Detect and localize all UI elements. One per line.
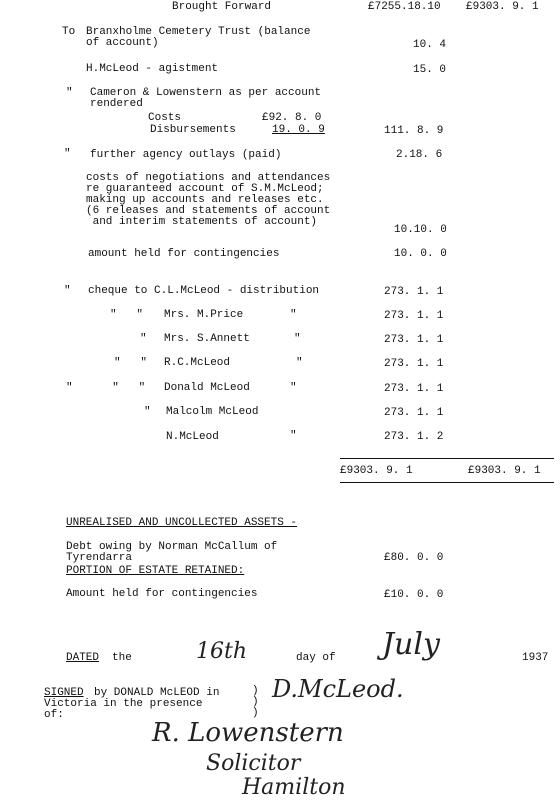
entry-mark-to: To xyxy=(62,26,76,38)
dated-the: the xyxy=(112,652,132,664)
entry-agistment-amount: 15. 0 xyxy=(413,64,447,76)
distribution-row-marks: " " xyxy=(110,309,144,321)
cameron-costs-value: £92. 8. 0 xyxy=(262,112,322,124)
retained-contingencies-text: Amount held for contingencies xyxy=(66,588,258,600)
cameron-disbursements-label: Disbursements xyxy=(150,124,236,136)
entry-agency-text: further agency outlays (paid) xyxy=(90,149,282,161)
distribution-row-name: R.C.McLeod xyxy=(164,357,231,369)
distribution-row-amount: 273. 1. 1 xyxy=(384,383,444,395)
distribution-row-amount: 273. 1. 1 xyxy=(384,358,444,370)
distribution-row-name: Donald McLeod xyxy=(164,382,250,394)
entry-agistment-text: H.McLeod - agistment xyxy=(86,63,219,75)
total-left: £9303. 9. 1 xyxy=(340,465,413,477)
dated-day-handwritten: 16th xyxy=(196,639,248,664)
distribution-row-marks: " xyxy=(144,406,151,418)
totals-rule xyxy=(340,458,554,459)
signed-text-3: of: xyxy=(44,709,64,721)
dated-label: DATED xyxy=(66,652,100,664)
distribution-row-name: Mrs. S.Annett xyxy=(164,333,250,345)
debt-amount: £80. 0. 0 xyxy=(384,552,444,564)
brought-forward-amount-2: £9303. 9. 1 xyxy=(466,1,539,13)
debt-text: Debt owing by Norman McCallum of Tyrendarra xyxy=(66,541,278,564)
signed-text-2: Victoria in the presence xyxy=(44,698,203,710)
brought-forward-amount-1: £7255.18.10 xyxy=(368,1,441,13)
signatory-signature: D.McLeod. xyxy=(272,675,404,703)
distribution-row-amount: 273. 1. 1 xyxy=(384,407,444,419)
signed-text-1: by DONALD McLEOD in xyxy=(94,687,220,699)
witness-role: Solicitor xyxy=(206,751,301,776)
entry-contingencies-text: amount held for contingencies xyxy=(88,248,280,260)
distribution-row-trail: " xyxy=(296,357,303,369)
portion-heading: PORTION OF ESTATE RETAINED: xyxy=(66,565,245,577)
distribution-row-trail: " xyxy=(294,333,301,345)
distribution-row-amount: 273. 1. 2 xyxy=(384,431,444,443)
totals-double-rule xyxy=(340,482,554,483)
witness-place: Hamilton xyxy=(242,775,346,800)
distribution-row-name: N.McLeod xyxy=(166,431,219,443)
entry-negotiations-amount: 10.10. 0 xyxy=(394,224,447,236)
signed-label: SIGNED xyxy=(44,687,84,699)
distribution-row-trail: " xyxy=(290,382,297,394)
distribution-row-trail: " xyxy=(290,309,297,321)
entry-agency-mark: " xyxy=(64,148,71,160)
entry-negotiations-text: costs of negotiations and attendances re guaranteed account of S.M.McLeod; making up accounts and releases etc. (6 releases and statements of account and interim statements of account) xyxy=(86,172,331,228)
entry-cameron-text: Cameron & Lowenstern as per account rendered xyxy=(90,87,322,110)
entry-cameron-mark: " xyxy=(66,87,73,99)
signature-brace: ) ) ) xyxy=(252,685,259,719)
brought-forward-label: Brought Forward xyxy=(172,1,272,13)
entry-cemetery-text: Branxholme Cemetery Trust (balance of account) xyxy=(86,26,311,49)
distribution-row-marks: " xyxy=(64,285,71,297)
distribution-row-amount: 273. 1. 1 xyxy=(384,286,444,298)
distribution-row-amount: 273. 1. 1 xyxy=(384,310,444,322)
dated-year: 1937 xyxy=(522,652,549,664)
cameron-total-amount: 111. 8. 9 xyxy=(384,125,444,137)
distribution-row-name: Malcolm McLeod xyxy=(166,406,259,418)
distribution-row-trail: " xyxy=(290,430,297,442)
entry-cemetery-amount: 10. 4 xyxy=(413,39,447,51)
witness-signature: R. Lowenstern xyxy=(152,718,344,748)
retained-contingencies-amount: £10. 0. 0 xyxy=(384,589,444,601)
cameron-disbursements-value: 19. 0. 9 xyxy=(272,124,325,136)
cameron-costs-label: Costs xyxy=(148,112,182,124)
distribution-row-marks: " " " xyxy=(66,382,146,394)
entry-contingencies-amount: 10. 0. 0 xyxy=(394,248,447,260)
distribution-row-name: cheque to C.L.McLeod - distribution xyxy=(88,285,320,297)
distribution-row-amount: 273. 1. 1 xyxy=(384,334,444,346)
distribution-row-name: Mrs. M.Price xyxy=(164,309,244,321)
entry-agency-amount: 2.18. 6 xyxy=(396,149,443,161)
total-right: £9303. 9. 1 xyxy=(468,465,541,477)
dated-day-of: day of xyxy=(296,652,336,664)
distribution-row-marks: " " xyxy=(114,357,148,369)
unrealised-heading: UNREALISED AND UNCOLLECTED ASSETS - xyxy=(66,517,298,529)
distribution-row-marks: " xyxy=(140,333,147,345)
dated-month-handwritten: July xyxy=(382,627,440,662)
